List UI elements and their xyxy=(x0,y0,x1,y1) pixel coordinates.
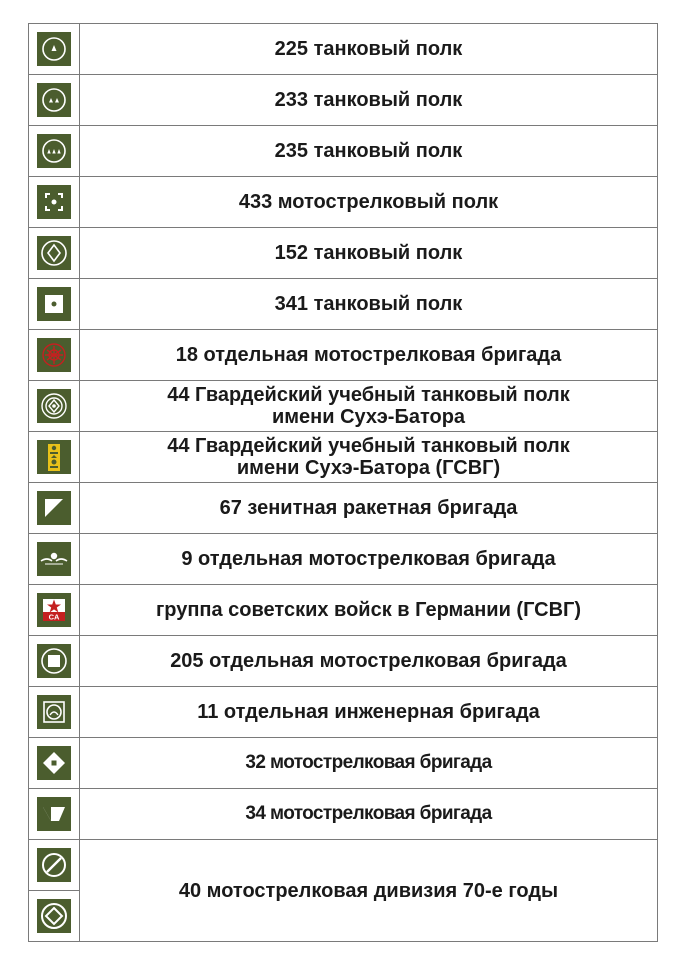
star-ca-text: CA xyxy=(48,612,60,622)
diamond-in-circle-icon xyxy=(37,236,71,270)
unit-name: 44 Гвардейский учебный танковый полк xyxy=(167,435,570,457)
guards-emblem-icon xyxy=(37,389,71,423)
unit-name: 225 танковый полк xyxy=(274,38,463,60)
trapezoid-arrow-icon xyxy=(37,797,71,831)
two-triangles-in-circle-icon xyxy=(37,83,71,117)
dot-in-diamond-icon xyxy=(37,746,71,780)
triangle-in-circle-icon xyxy=(37,32,71,66)
table-row xyxy=(29,738,658,789)
table-row xyxy=(29,432,658,483)
unit-name: 205 отдельная мотострелковая бригада xyxy=(170,650,567,672)
table-row xyxy=(29,534,658,585)
unit-name: 67 зенитная ракетная бригада xyxy=(219,497,518,519)
table-row xyxy=(29,789,658,840)
star-ca-icon xyxy=(37,593,71,627)
table-row xyxy=(29,24,658,75)
dot-in-square-icon xyxy=(37,287,71,321)
unit-name: 341 танковый полк xyxy=(274,293,463,315)
unit-name: 9 отдельная мотострелковая бригада xyxy=(181,548,556,570)
table-row xyxy=(29,381,658,432)
half-triangle-square-icon xyxy=(37,491,71,525)
table-row xyxy=(29,177,658,228)
table-row xyxy=(29,636,658,687)
winged-nine-icon xyxy=(37,542,71,576)
unit-name: 235 танковый полк xyxy=(274,140,463,162)
red-emblem-icon xyxy=(37,338,71,372)
table-row xyxy=(29,330,658,381)
circle-in-square-icon xyxy=(37,695,71,729)
table-row xyxy=(29,840,658,891)
unit-name: 11 отдельная инженерная бригада xyxy=(197,701,540,723)
unit-name: 433 мотострелковый полк xyxy=(238,191,499,213)
square-in-circle-icon xyxy=(37,644,71,678)
diamond-in-ring-icon xyxy=(37,899,71,933)
unit-name: 34 мотострелковая бригада xyxy=(245,803,492,824)
unit-name: 18 отдельная мотострелковая бригада xyxy=(175,344,562,366)
unit-name-line-2: имени Сухэ-Батора (ГСВГ) xyxy=(236,457,501,479)
unit-name: группа советских войск в Германии (ГСВГ) xyxy=(155,599,582,621)
unit-name: 32 мотострелковая бригада xyxy=(245,752,492,773)
unit-name: 152 танковый полк xyxy=(274,242,463,264)
unit-name-line-2: имени Сухэ-Батора xyxy=(271,406,466,428)
slashed-circle-icon xyxy=(37,848,71,882)
table-row xyxy=(29,279,658,330)
dot-in-bracket-square-icon xyxy=(37,185,71,219)
unit-insignia-table xyxy=(28,23,658,942)
three-triangles-in-circle-icon xyxy=(37,134,71,168)
soyombo-emblem-icon xyxy=(37,440,71,474)
table-row xyxy=(29,585,658,636)
table-row xyxy=(29,126,658,177)
table-row xyxy=(29,483,658,534)
table-row xyxy=(29,687,658,738)
table-row xyxy=(29,228,658,279)
unit-name: 233 танковый полк xyxy=(274,89,463,111)
unit-name: 40 мотострелковая дивизия 70-е годы xyxy=(178,879,559,902)
unit-name: 44 Гвардейский учебный танковый полк xyxy=(167,384,570,406)
table-row xyxy=(29,75,658,126)
